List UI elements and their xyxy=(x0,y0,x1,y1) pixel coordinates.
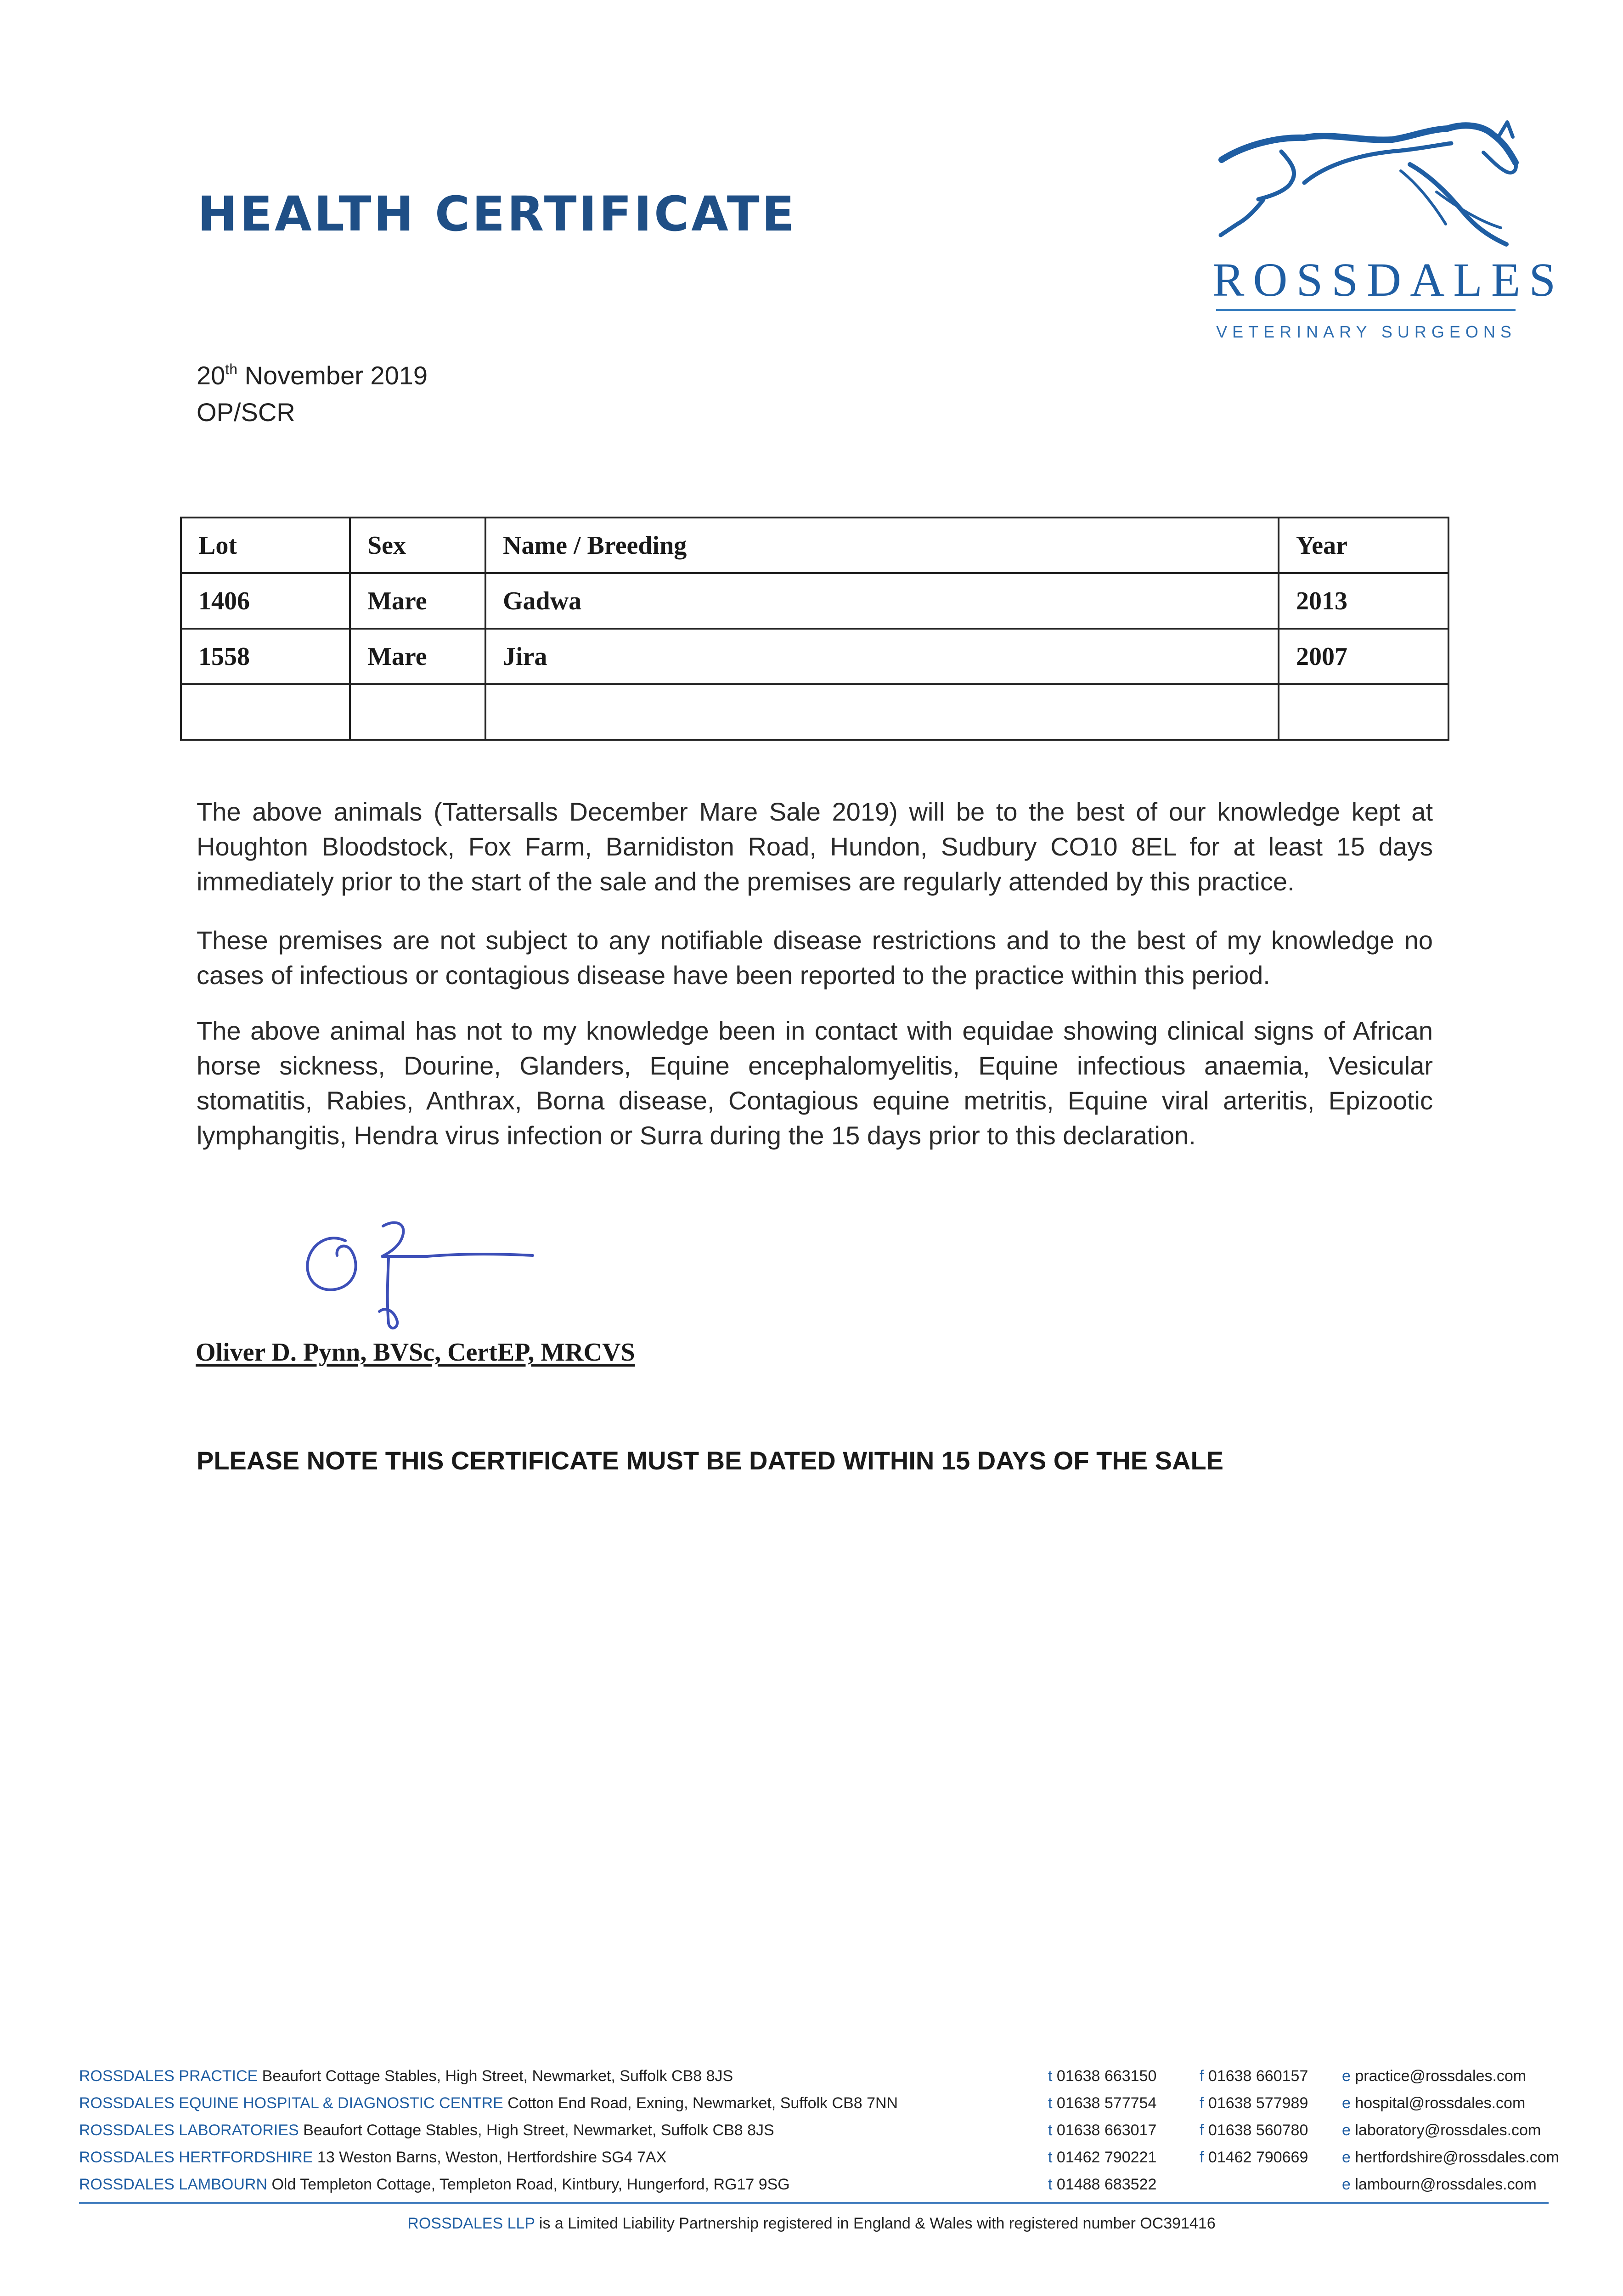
office-name: ROSSDALES PRACTICE xyxy=(79,2067,258,2085)
header-year: Year xyxy=(1279,518,1448,573)
date-day: 20 xyxy=(197,361,225,390)
tel-label: t xyxy=(1048,2094,1053,2112)
premises-paragraph: The above animals (Tattersalls December Mare Sale 2019) will be to the best of our knowledge kept at Houghton Bloodstock, Fox Farm, Barnidiston Road, Hundon, Sudbury CO10 8EL for at least 15 days immediately prior to the start of the sale and the premises are regularly attended by this practice. xyxy=(197,797,1433,896)
cell-name xyxy=(485,684,1279,740)
header-sex: Sex xyxy=(350,518,485,573)
office-email: practice@rossdales.com xyxy=(1355,2067,1527,2085)
office-tel: 01638 663150 xyxy=(1056,2067,1157,2085)
galloping-horse-icon xyxy=(1212,115,1520,253)
tel-label: t xyxy=(1048,2176,1053,2193)
office-address: Old Templeton Cottage, Templeton Road, Kintbury, Hungerford, RG17 9SG xyxy=(271,2176,790,2193)
handwritten-signature xyxy=(303,1212,551,1332)
office-address: Cotton End Road, Exning, Newmarket, Suffolk CB8 7NN xyxy=(507,2094,898,2112)
certificate-title: HEALTH CERTIFICATE xyxy=(197,186,797,242)
email-label: e xyxy=(1342,2122,1351,2139)
office-row xyxy=(79,2117,1590,2144)
header-lot: Lot xyxy=(181,518,350,573)
office-email: laboratory@rossdales.com xyxy=(1355,2122,1541,2139)
office-tel: 01638 577754 xyxy=(1056,2094,1157,2112)
legal-text: is a Limited Liability Partnership registered in England & Wales with registered number OC391416 xyxy=(539,2215,1216,2232)
office-fax: 01638 577989 xyxy=(1208,2094,1308,2112)
restrictions-paragraph: These premises are not subject to any notifiable disease restrictions and to the best of my knowledge no cases of infectious or contagious disease have been reported to the practice within this period. xyxy=(197,926,1433,990)
office-row xyxy=(79,2171,1590,2198)
office-tel: 01638 663017 xyxy=(1056,2122,1157,2139)
date-month-year: November 2019 xyxy=(244,361,428,390)
legal-company-name: ROSSDALES LLP xyxy=(407,2215,535,2232)
certificate-date xyxy=(197,360,428,390)
office-email: lambourn@rossdales.com xyxy=(1355,2176,1537,2193)
email-label: e xyxy=(1342,2176,1351,2193)
email-label: e xyxy=(1342,2149,1351,2166)
office-row xyxy=(79,2144,1590,2171)
office-tel: 01462 790221 xyxy=(1056,2149,1157,2166)
cell-lot: 1406 xyxy=(181,573,350,629)
office-email: hertfordshire@rossdales.com xyxy=(1355,2149,1559,2166)
office-fax: 01638 560780 xyxy=(1208,2122,1308,2139)
date-suffix: th xyxy=(225,361,237,377)
cell-sex xyxy=(350,684,485,740)
office-name: ROSSDALES HERTFORDSHIRE xyxy=(79,2149,313,2166)
signer-name: Oliver D. Pynn, BVSc, CertEP, MRCVS xyxy=(196,1338,635,1367)
table-row xyxy=(181,573,1448,629)
office-email: hospital@rossdales.com xyxy=(1355,2094,1526,2112)
fax-label: f xyxy=(1200,2122,1204,2139)
table-row xyxy=(181,684,1448,740)
legal-notice xyxy=(0,2215,1623,2233)
office-fax: 01462 790669 xyxy=(1208,2149,1308,2166)
cell-year xyxy=(1279,684,1448,740)
office-name: ROSSDALES LABORATORIES xyxy=(79,2122,299,2139)
office-name: ROSSDALES LAMBOURN xyxy=(79,2176,267,2193)
rossdales-logo xyxy=(1212,115,1565,354)
office-tel: 01488 683522 xyxy=(1056,2176,1157,2193)
cell-sex: Mare xyxy=(350,629,485,684)
office-row xyxy=(79,2090,1590,2117)
office-fax: 01638 660157 xyxy=(1208,2067,1308,2085)
office-address: Beaufort Cottage Stables, High Street, Newmarket, Suffolk CB8 8JS xyxy=(303,2122,774,2139)
fax-label: f xyxy=(1200,2067,1204,2085)
office-name: ROSSDALES EQUINE HOSPITAL & DIAGNOSTIC CENTRE xyxy=(79,2094,503,2112)
cell-lot: 1558 xyxy=(181,629,350,684)
email-label: e xyxy=(1342,2094,1351,2112)
dating-notice: PLEASE NOTE THIS CERTIFICATE MUST BE DATED WITHIN 15 DAYS OF THE SALE xyxy=(197,1446,1224,1475)
logo-divider xyxy=(1216,309,1516,311)
fax-label: f xyxy=(1200,2149,1204,2166)
cell-sex: Mare xyxy=(350,573,485,629)
fax-label: f xyxy=(1200,2094,1204,2112)
table-header-row xyxy=(181,518,1448,573)
tel-label: t xyxy=(1048,2122,1053,2139)
disease-contact-paragraph: The above animal has not to my knowledge been in contact with equidae showing clinical signs of African horse sickness, Dourine, Glanders, Equine encephalomyelitis, Equine infectious anaemia, Vesicular stomatitis, Rabies, Anthrax, Borna disease, Contagious equine metritis, Equine viral arteritis, Epizootic lymphangitis, Hendra virus infection or Surra during the 15 days prior to this declaration. xyxy=(197,1016,1433,1150)
office-address: 13 Weston Barns, Weston, Hertfordshire SG4 7AX xyxy=(317,2149,667,2166)
office-address: Beaufort Cottage Stables, High Street, Newmarket, Suffolk CB8 8JS xyxy=(262,2067,733,2085)
cell-lot xyxy=(181,684,350,740)
header-name-breeding: Name / Breeding xyxy=(485,518,1279,573)
lots-table xyxy=(180,517,1449,741)
cell-year: 2007 xyxy=(1279,629,1448,684)
cell-year: 2013 xyxy=(1279,573,1448,629)
cell-name: Jira xyxy=(485,629,1279,684)
footer-divider xyxy=(79,2202,1549,2204)
email-label: e xyxy=(1342,2067,1351,2085)
tel-label: t xyxy=(1048,2067,1053,2085)
logo-subtitle: VETERINARY SURGEONS xyxy=(1216,322,1516,341)
tel-label: t xyxy=(1048,2149,1053,2166)
reference-code: OP/SCR xyxy=(197,398,295,427)
footer-offices xyxy=(79,2063,1590,2198)
office-row xyxy=(79,2063,1590,2090)
cell-name: Gadwa xyxy=(485,573,1279,629)
table-row xyxy=(181,629,1448,684)
logo-wordmark: ROSSDALES xyxy=(1212,253,1565,306)
